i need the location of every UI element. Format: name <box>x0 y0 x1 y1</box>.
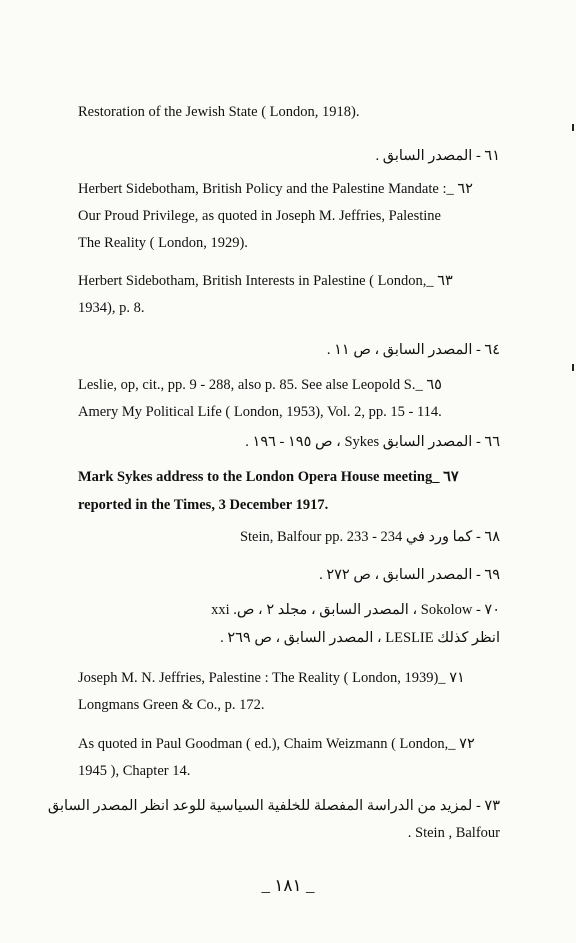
note-line: 1945 ), Chapter 14. <box>78 763 191 779</box>
scan-mark <box>572 364 574 371</box>
note-line: انظر كذلك LESLIE ، المصدر السابق ، ص ٢٦٩ . <box>220 630 500 646</box>
note-line: ٧٠ - Sokolow ، المصدر السابق ، مجلد ٢ ، ص. xxi <box>211 602 500 618</box>
note-line: Longmans Green & Co., p. 172. <box>78 697 265 713</box>
note-line: ٦١ - المصدر السابق . <box>375 148 500 164</box>
note-line: Amery My Political Life ( London, 1953), Vol. 2, pp. 15 - 114. <box>78 404 442 420</box>
note-line: As quoted in Paul Goodman ( ed.), Chaim Weizmann ( London,_ ٧٢ <box>78 736 475 752</box>
page-number: _ ١٨١ _ <box>261 876 315 895</box>
note-line: ٦٦ - المصدر السابق Sykes ، ص ١٩٥ - ١٩٦ . <box>245 434 500 450</box>
note-line: Herbert Sidebotham, British Interests in Palestine ( London,_ ٦٣ <box>78 273 453 289</box>
note-line: 1934), p. 8. <box>78 300 145 316</box>
note-line: Restoration of the Jewish State ( London, 1918). <box>78 104 360 120</box>
note-line: ٦٩ - المصدر السابق ، ص ٢٧٢ . <box>319 567 500 583</box>
note-line: Stein , Balfour . <box>407 825 500 841</box>
note-line: The Reality ( London, 1929). <box>78 235 248 251</box>
note-line: Mark Sykes address to the London Opera House meeting_ ٦٧ <box>78 469 459 485</box>
note-line: ٦٤ - المصدر السابق ، ص ١١ . <box>326 342 500 358</box>
note-line: reported in the Times, 3 December 1917. <box>78 497 329 513</box>
note-line: Joseph M. N. Jeffries, Palestine : The Reality ( London, 1939)_ ٧١ <box>78 670 465 686</box>
note-line: ٧٣ - لمزيد من الدراسة المفصلة للخلفية السياسية للوعد انظر المصدر السابق <box>47 798 500 814</box>
scan-mark <box>572 124 574 131</box>
note-line: Herbert Sidebotham, British Policy and the Palestine Mandate :_ ٦٢ <box>78 181 473 197</box>
note-line: Leslie, op, cit., pp. 9 - 288, also p. 85. See alse Leopold S._ ٦٥ <box>78 377 442 393</box>
note-line: ٦٨ - كما ورد في Stein, Balfour pp. 233 - 234 <box>239 529 500 545</box>
note-line: Our Proud Privilege, as quoted in Joseph M. Jeffries, Palestine <box>78 208 441 224</box>
